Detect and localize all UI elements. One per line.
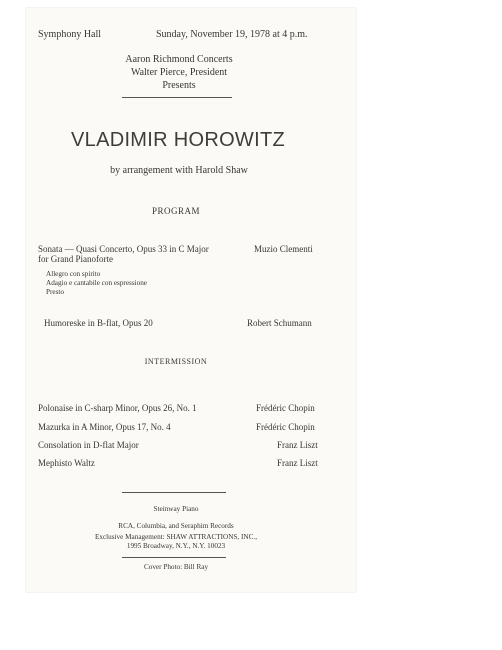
- presenter-line-2: Walter Pierce, President: [130, 67, 228, 78]
- management-line-1: Exclusive Management: SHAW ATTRACTIONS, INC.,: [95, 533, 257, 541]
- humoreske-composer: Robert Schumann: [247, 318, 312, 328]
- cover-photo-credit: Cover Photo: Bill Ray: [143, 563, 209, 571]
- piece-title: Polonaise in C-sharp Minor, Opus 26, No. 1: [38, 403, 197, 413]
- piano-credit: Steinway Piano: [153, 505, 199, 513]
- performer-name: VLADIMIR HOROWITZ: [71, 129, 285, 151]
- event-date: Sunday, November 19, 1978 at 4 p.m.: [156, 29, 308, 40]
- piece-composer: Franz Liszt: [277, 440, 318, 450]
- piece-composer: Frédéric Chopin: [256, 403, 315, 413]
- intermission-heading: INTERMISSION: [144, 357, 208, 366]
- venue: Symphony Hall: [38, 29, 102, 40]
- piece-title: Mazurka in A Minor, Opus 17, No. 4: [38, 422, 171, 432]
- footer-divider-top: [122, 492, 226, 493]
- piece-composer: Frédéric Chopin: [256, 422, 315, 432]
- arrangement-note: by arrangement with Harold Shaw: [110, 165, 248, 176]
- management-line-2: 1995 Broadway, N.Y., N.Y. 10023: [126, 542, 226, 550]
- sonata-title-line-1: Sonata — Quasi Concerto, Opus 33 in C Major: [38, 244, 209, 254]
- piece-title: Consolation in D-flat Major: [38, 440, 139, 450]
- footer-divider-bottom: [122, 557, 226, 558]
- sonata-composer: Muzio Clementi: [254, 244, 313, 254]
- sonata-movement: Allegro con spirito: [46, 270, 101, 278]
- program-sheet: [26, 8, 356, 592]
- piece-composer: Franz Liszt: [277, 458, 318, 468]
- humoreske-title: Humoreske in B-flat, Opus 20: [44, 318, 153, 328]
- piece-title: Mephisto Waltz: [38, 458, 95, 468]
- sonata-movement: Adagio e cantabile con espressione: [46, 279, 147, 287]
- header-divider: [122, 97, 232, 98]
- sonata-title-line-2: for Grand Pianoforte: [38, 254, 113, 264]
- records-credit: RCA, Columbia, and Seraphim Records: [118, 522, 234, 530]
- presenter-line-3: Presents: [162, 80, 196, 91]
- presenter-line-1: Aaron Richmond Concerts: [125, 54, 233, 65]
- program-heading: PROGRAM: [151, 206, 200, 216]
- sonata-movement: Presto: [46, 288, 64, 296]
